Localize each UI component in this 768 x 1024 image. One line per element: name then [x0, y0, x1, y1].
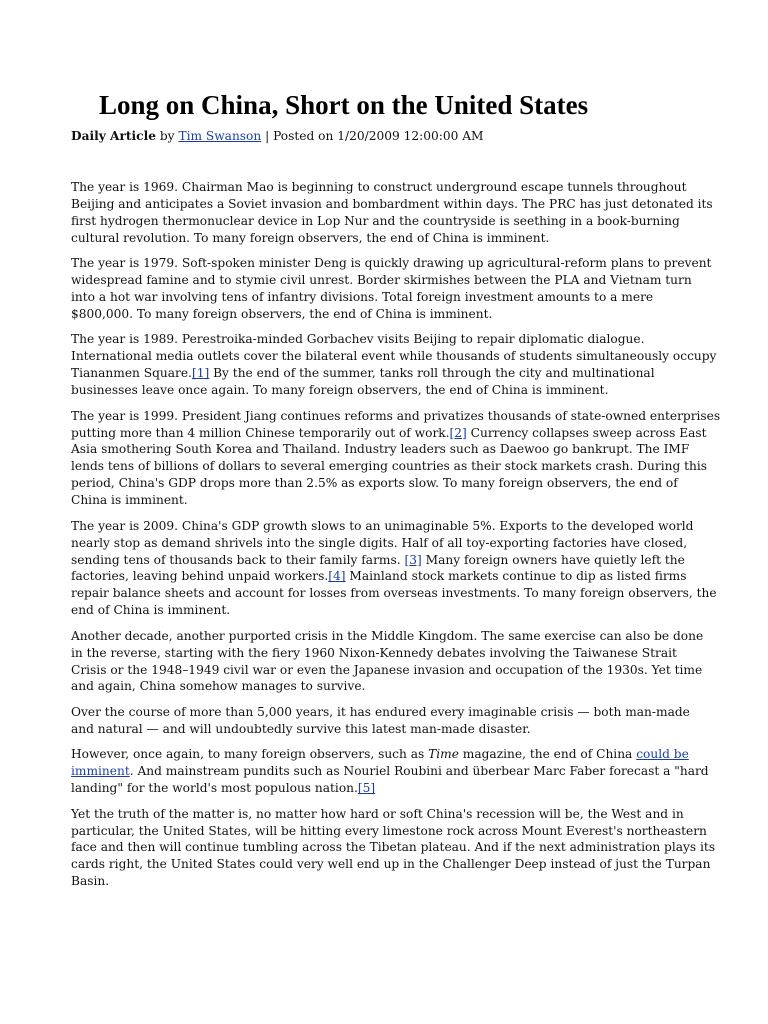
text-segment: in the reverse, starting with the fiery 1960 Nixon-Kennedy debates involving the Taiwanese Strait [71, 645, 677, 660]
author-link[interactable]: Tim Swanson [178, 129, 262, 143]
text-segment: Yet the truth of the matter is, no matter how hard or soft China's recession will be, the West and in [71, 806, 684, 821]
byline-by: by [156, 129, 179, 143]
text-line [71, 678, 699, 695]
text-segment: Mainland stock markets continue to dip as listed firms [345, 569, 687, 584]
text-line [71, 458, 708, 475]
text-segment: cards right, the United States could very well end up in the Challenger Deep instead of just the Turpan [71, 857, 711, 872]
text-segment: businesses leave once again. To many foreign observers, the end of China is imminent. [71, 383, 609, 398]
text-segment: into a hot war involving tens of infantry divisions. Total foreign investment amounts to a mere [71, 290, 654, 305]
text-line [71, 518, 699, 535]
text-segment: Beijing and anticipates a Soviet invasion and bombardment within days. The PRC has just detonated its [71, 196, 713, 211]
text-line [71, 382, 699, 399]
article-paragraph [71, 179, 713, 247]
text-segment: landing" for the world's most populous nation. [71, 781, 358, 796]
text-segment: Another decade, another purported crisis in the Middle Kingdom. The same exercise can also be done [71, 628, 704, 643]
article-paragraph [71, 806, 716, 891]
article-body [71, 179, 721, 899]
text-segment: The year is 1999. President Jiang continues reforms and privatizes thousands of state-owned enterprises [71, 408, 721, 423]
text-line [71, 475, 699, 492]
byline-category: Daily Article [71, 129, 156, 143]
text-segment: magazine, the end of China [458, 747, 637, 762]
text-segment: International media outlets cover the bilateral event while thousands of students simultaneously occupy [71, 349, 717, 364]
text-segment: first hydrogen thermonuclear device in Lop Nur and the countryside is seething in a book-burning [71, 213, 680, 228]
text-line [71, 856, 711, 873]
text-line [71, 568, 699, 585]
text-segment: widespread famine and to stymie civil unrest. Border skirmishes between the PLA and Vietnam turn [71, 273, 692, 288]
footnote-link[interactable]: [2] [449, 425, 467, 440]
text-segment: face and then will continue tumbling across the Tibetan plateau. And if the next administration plays its [71, 840, 716, 855]
text-segment: factories, leaving behind unpaid workers. [71, 569, 329, 584]
text-segment: nearly stop as demand shrivels into the single digits. Half of all toy-exporting factories have closed, [71, 535, 688, 550]
text-line [71, 179, 699, 196]
text-segment: cultural revolution. To many foreign observers, the end of China is imminent. [71, 230, 550, 245]
text-line [71, 331, 699, 348]
text-segment: putting more than 4 million Chinese temporarily out of work. [71, 425, 450, 440]
text-segment: By the end of the summer, tanks roll through the city and multinational [209, 366, 655, 381]
article-paragraph [71, 255, 712, 323]
text-line [71, 628, 704, 645]
text-segment: particular, the United States, will be hitting every limestone rock across Mount Everest's northeastern [71, 823, 707, 838]
text-line [71, 492, 699, 509]
text-segment: end of China is imminent. [71, 603, 231, 618]
text-segment: repair balance sheets and account for losses from overseas investments. To many foreign observers, the [71, 586, 717, 601]
text-segment: $800,000. To many foreign observers, the end of China is imminent. [71, 306, 493, 321]
text-line [71, 365, 699, 382]
text-segment: Basin. [71, 874, 110, 889]
text-line [71, 602, 699, 619]
footnote-link[interactable]: [3] [404, 552, 422, 567]
text-line [71, 552, 699, 569]
text-line [71, 289, 699, 306]
article-title: Long on China, Short on the United States [99, 90, 589, 120]
article-paragraph [71, 746, 709, 797]
text-segment: Tiananmen Square. [71, 366, 192, 381]
text-line [71, 441, 699, 458]
text-line [71, 230, 699, 247]
text-segment: Many foreign owners have quietly left the [421, 552, 685, 567]
text-line [71, 780, 699, 797]
text-segment: The year is 2009. China's GDP growth slows to an unimaginable 5%. Exports to the developed world [71, 518, 694, 533]
text-segment: However, once again, to many foreign observers, such as [71, 747, 429, 762]
text-segment: lends tens of billions of dollars to several emerging countries as their stock markets crash. During this [71, 459, 708, 474]
text-line [71, 408, 721, 425]
text-segment: and again, China somehow manages to survive. [71, 679, 366, 694]
text-line [71, 823, 707, 840]
text-segment: and natural — and will undoubtedly survive this latest man-made disaster. [71, 721, 531, 736]
text-segment: The year is 1969. Chairman Mao is beginning to construct underground escape tunnels throughout [71, 180, 687, 194]
article-paragraph [71, 518, 717, 619]
text-segment: . And mainstream pundits such as Nouriel Roubini and überbear Marc Faber forecast a "hard [129, 764, 709, 779]
text-segment: The year is 1979. Soft-spoken minister Deng is quickly drawing up agricultural-reform plans to prevent [71, 256, 712, 271]
footnote-link[interactable]: [1] [191, 366, 210, 381]
article-paragraph [71, 331, 717, 399]
text-line [71, 255, 712, 272]
article-paragraph [71, 628, 704, 696]
text-segment: Crisis or the 1948–1949 civil war or even the Japanese invasion and occupation of the 1930s. Yet time [71, 662, 703, 677]
text-segment: The year is 1989. Perestroika-minded Gorbachev visits Beijing to repair diplomatic dialogue. [71, 332, 645, 347]
text-line [71, 272, 699, 289]
text-line [71, 348, 717, 365]
text-segment: sending tens of thousands back to their family farms. [71, 552, 405, 567]
text-line [71, 839, 716, 856]
byline [71, 128, 484, 145]
text-segment: Asia smothering South Korea and Thailand. Industry leaders such as Daewoo go bankrupt. The IMF [71, 442, 690, 457]
text-line [71, 425, 707, 442]
text-line [71, 873, 699, 890]
text-line [71, 306, 699, 323]
text-line [71, 704, 699, 721]
text-line [71, 662, 703, 679]
text-line [71, 213, 699, 230]
text-line [71, 645, 699, 662]
text-line [71, 585, 717, 602]
inline-link[interactable]: could be [636, 747, 689, 762]
inline-link[interactable]: imminent [71, 764, 130, 779]
text-line [71, 196, 713, 213]
text-line [71, 806, 699, 823]
footnote-link[interactable]: [5] [357, 781, 376, 796]
article-paragraph [71, 704, 699, 738]
text-line [71, 535, 699, 552]
text-line [71, 763, 709, 780]
text-segment: Currency collapses sweep across East [466, 425, 707, 440]
publication-name: Time [428, 747, 459, 762]
text-segment: China is imminent. [71, 493, 188, 508]
footnote-link[interactable]: [4] [328, 569, 346, 584]
text-segment: Over the course of more than 5,000 years, it has endured every imaginable crisis — both man-made [71, 704, 690, 719]
article-paragraph [71, 408, 721, 509]
text-line [71, 746, 699, 763]
text-segment: period, China's GDP drops more than 2.5% as exports slow. To many foreign observers, the end of [71, 476, 678, 491]
byline-posted: | Posted on 1/20/2009 12:00:00 AM [261, 129, 484, 143]
text-line [71, 721, 699, 738]
